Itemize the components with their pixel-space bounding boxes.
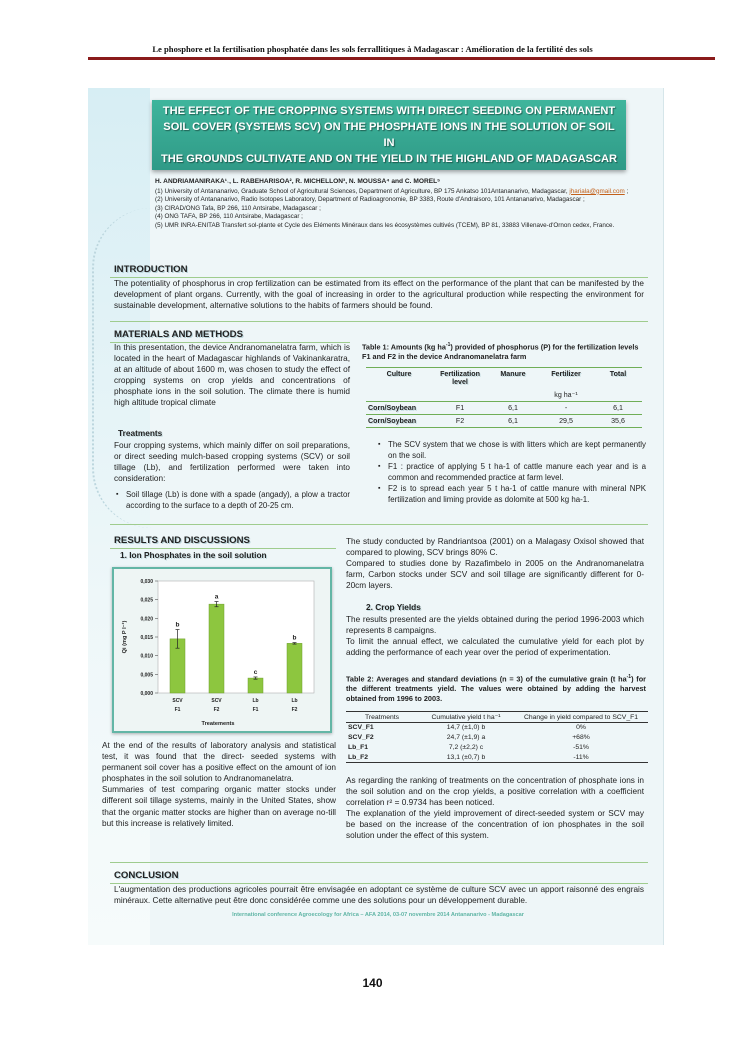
table1-header: Manure — [500, 370, 526, 378]
y-tick-label: 0,030 — [140, 579, 153, 585]
y-tick-label: 0,015 — [140, 635, 153, 641]
results-right-text-bottom — [346, 775, 644, 842]
results-right-paragraph-4: To limit the annual effect, we calculated the cumulative yield for each plot by adding the performance of each year over the period of experimentation. — [346, 637, 644, 658]
table-row — [346, 753, 648, 763]
poster-title — [158, 103, 620, 167]
affiliation-4: (4) ONG TAFA, BP 266, 110 Antsirabe, Madagascar ; — [155, 213, 303, 221]
results-right-paragraph-3: The results presented are the yields obtained during the period 1996-2003 which represents 8 campaigns. — [346, 615, 644, 636]
y-tick-label: 0,010 — [140, 653, 153, 660]
results-right-paragraph-5: As regarding the ranking of treatments on the concentration of phosphate ions in the soil solution and on the crop yields, a positive correlation with a coefficient correlation r² = 0.9734 has been noticed. — [346, 776, 644, 808]
table2-cell: -11% — [514, 753, 648, 763]
table2-cell: Lb_F1 — [348, 744, 369, 751]
treatments-text: Four cropping systems, which mainly differ on soil preparations, or direct seeding mulch-based cropping systems (SCV) or soil tillage (Lb), and fertilization performed were taken into consideration: — [114, 441, 350, 484]
ion-phosphates-subheading: 1. Ion Phosphates in the soil solution — [120, 550, 267, 560]
table1-cell: 29,5 — [538, 415, 594, 428]
authors-block — [155, 178, 643, 231]
table1-cell: 6,1 — [488, 415, 538, 428]
y-tick-label: 0,005 — [140, 672, 153, 679]
x-tick-label: F1 — [252, 707, 259, 713]
table2-cell: Lb_F2 — [346, 753, 418, 763]
email-link[interactable]: jhariala@gmail.com — [569, 187, 625, 195]
significance-letter: a — [214, 593, 219, 601]
table1-cell: 35,6 — [594, 415, 642, 428]
table1-cell: Corn/Soybean — [366, 402, 432, 415]
results-rule — [110, 548, 336, 549]
table2-cell: SCV_F1 — [348, 724, 374, 732]
table1-cell: - — [538, 402, 594, 415]
bullet-f1: ▪ F1 : practice of applying 5 t ha-1 of cattle manure each year and is a common and recommended practice at farm level. — [376, 461, 646, 483]
bullet-f2: ▪ F2 is to spread each year 5 t ha-1 of cattle manure with mineral NPK fertilization and liming provide as dolomite at 500 kg ha-1. — [376, 483, 646, 505]
title-line-2: SOIL COVER (SYSTEMS SCV) ON THE PHOSPHATE IONS IN THE SOLUTION OF SOIL IN — [163, 121, 615, 149]
y-tick-label: 0,020 — [140, 616, 153, 623]
table2-cell: 0% — [576, 724, 586, 732]
table1-cell: F2 — [432, 415, 488, 428]
treatments-heading: Treatments — [118, 428, 163, 438]
x-tick-label: Lb — [252, 698, 259, 704]
bar-scv-f2 — [209, 604, 224, 693]
table-row — [346, 743, 648, 753]
y-tick-label: 0,025 — [140, 597, 153, 604]
results-bottom-rule — [110, 862, 648, 863]
introduction-bottom-rule — [110, 321, 648, 322]
table2-header: Change in yield compared to SCV_F1 — [514, 712, 648, 723]
results-left-paragraph-2: Summaries of test comparing organic matter stocks under different soil tillage systems, mainly in the United States, show that the organic matter stocks are higher than on average no-till but this increase is relatively limited. — [102, 785, 336, 828]
table1-cell: F1 — [432, 402, 488, 415]
results-right-paragraph-2: Compared to studies done by Razafimbelo in 2005 on the Andranomanelatra farm, Carbon stocks under SCV and soil tillage are significantly different for 0-20cm layers. — [346, 559, 644, 591]
title-line-3: THE GROUNDS CULTIVATE AND ON THE YIELD IN THE HIGHLAND OF MADAGASCAR — [160, 153, 618, 165]
affiliation-5: (5) UMR INRA-ENITAB Transfert sol-plante et Cycle des Eléments Minéraux dans les écosystèmes cultivés (TCEM), BP 81, 33883 Villenave-d'Ornon cedex, France. — [155, 221, 615, 229]
bullet-scv: ▪ The SCV system that we chose is with litters which are kept permanently on the soil. — [376, 439, 646, 461]
table1-units-row — [366, 388, 642, 402]
phosphate-bar-chart — [112, 567, 332, 733]
table2-cell: -51% — [573, 744, 589, 751]
table1-header: Total — [609, 370, 627, 378]
table2-header-row — [346, 712, 648, 723]
table2-cell: 13,1 (±0,7) b — [418, 753, 514, 763]
results-right-text-top — [346, 536, 644, 591]
table1-caption: Table 1: Amounts (kg $ha^{-1}$) provided of phosphorus (P) for the fertilization levels F1 and F2 in the device Andranomanelatra farm — [362, 342, 639, 362]
poster-title-banner — [152, 100, 626, 170]
table1-header-row — [366, 368, 642, 389]
methods-text: In this presentation, the device Andranomanelatra farm, which is located in the heart of Madagascar highlands of Vakinankaratra, at an altitude of about 1600 m, was chosen to study the effect of cropping systems on crop yields and concentrations of phosphate ions in the soil solution. The climate there is humid high altitude tropical climate — [114, 343, 350, 408]
table2-cell: SCV_F2 — [348, 734, 374, 741]
y-tick-label: 0,000 — [140, 691, 153, 697]
table-row — [366, 415, 642, 428]
chart-svg — [114, 569, 330, 731]
table2-caption: Table 2: Averages and standard deviations (n = 3) of the cumulative grain (t $ha^{-1}$) for the different treatments yield. The values were obtained by adding the harvest obtained from 1996 to 2003. — [346, 674, 646, 704]
crop-yields-subheading: 2. Crop Yields — [366, 602, 421, 612]
table1-cell: 6,1 — [488, 402, 538, 415]
conclusion-text: L'augmentation des productions agricoles pourrait être envisagée en adoptant ce système de culture SCV avec un apport raisonné des engrais minéraux. Cette alternative peut être donc considérée comme une des solutions pour un développement durable. — [114, 885, 644, 906]
right-bullet-list — [376, 439, 646, 505]
introduction-heading: INTRODUCTION — [114, 264, 188, 275]
affiliation-1: (1) University of Antananarivo, Graduate School of Agricultural Sciences, Department of Agriculture, BP 175 Ankatso 101Antananarivo, Madagascar, jhariala@gmail.com ; — [155, 187, 629, 195]
table1-header: Culture — [386, 370, 412, 378]
affiliation-2: (2) University of Antananarivo, Radio Isotopes Laboratory, Department of Radioagronomie, BP 3383, Route d'Andraisoro, 101 Antananarivo, Madagascar ; — [155, 196, 585, 204]
table-row — [346, 723, 648, 733]
table1 — [366, 367, 642, 428]
table1-header: Fertilization level — [440, 370, 480, 386]
x-tick-label: F2 — [291, 707, 298, 713]
x-tick-label: F1 — [174, 707, 181, 713]
conference-footer: International conference Agroecology for Africa – AFA 2014, 03-07 novembre 2014 Antananarivo - Madagascar — [232, 912, 524, 918]
x-axis-label: Treatements — [201, 721, 235, 727]
left-bullet-list — [114, 489, 350, 511]
results-heading: RESULTS AND DISCUSSIONS — [114, 535, 250, 546]
methods-heading: MATERIALS AND METHODS — [114, 329, 243, 340]
table2-header: Treatments — [346, 712, 418, 723]
x-tick-label: SCV — [172, 698, 183, 704]
x-tick-label: F2 — [213, 707, 220, 713]
table2-cell: 14,7 (±1,0) b — [446, 724, 486, 732]
bar-lb-f1 — [248, 678, 263, 693]
running-header: Le phosphore et la fertilisation phosphatée dans les sols ferrallitiques à Madagascar : Amélioration de la fertilité des sols — [152, 44, 593, 54]
table1-cell: Corn/Soybean — [366, 415, 432, 428]
table-row — [346, 733, 648, 743]
table2-cell: 24,7 (±1,9) a — [446, 734, 486, 741]
bullet-soil-tillage: ▪ Soil tillage (Lb) is done with a spade (angady), a plow a tractor according to the surface to a depth of 20-25 cm. — [114, 489, 350, 511]
results-right-text-mid — [346, 614, 644, 658]
significance-letter: c — [253, 668, 258, 676]
page-number: 140 — [362, 976, 383, 990]
table1-header: Fertilizer — [551, 370, 581, 378]
table2-cell: +68% — [572, 734, 590, 741]
title-line-1: THE EFFECT OF THE CROPPING SYSTEMS WITH DIRECT SEEDING ON PERMANENT — [162, 105, 616, 117]
results-right-paragraph-6: The explanation of the yield improvement of direct-seeded system or SCV may be based on the increase of the concentration of ion phosphates in the soil solution under the effect of this system. — [346, 809, 644, 841]
table1-units: kg ha⁻¹ — [538, 388, 594, 402]
author-names: H. ANDRIAMANIRAKA¹˒, L. RABEHARISOA², R. MICHELLON³, N. MOUSSA⁴ and C. MOREL⁵ — [155, 178, 441, 185]
y-axis-label: Qi (mg P l⁻¹) — [122, 620, 128, 654]
introduction-text: The potentiality of phosphorus in crop fertilization can be estimated from its effect on the performance of the plant that can be manifested by the development of plant organs. Currently, with the goal of increasing in order to the agricultural production while respecting the environment for sustainable development, alternative solutions to the habits of farmers should be found. — [114, 279, 644, 311]
table2 — [346, 711, 648, 763]
table-row — [366, 402, 642, 415]
bar-lb-f2 — [287, 643, 302, 693]
methods-bottom-rule — [110, 524, 648, 525]
results-right-paragraph-1: The study conducted by Randriantsoa (2001) on a Malagasy Oxisol showed that compared to plowing, SCV brings 80% C. — [346, 537, 644, 558]
x-tick-label: SCV — [211, 698, 222, 704]
table2-cell: 7,2 (±2,2) c — [448, 744, 484, 751]
table2-header: Cumulative yield t ha⁻¹ — [418, 712, 514, 723]
table1-cell: 6,1 — [594, 402, 642, 415]
conclusion-heading: CONCLUSION — [114, 870, 179, 881]
x-tick-label: Lb — [291, 698, 298, 704]
significance-letter: b — [175, 621, 180, 629]
affiliation-3: (3) CIRAD/ONG Tafa, BP 266, 110 Antsirabe, Madagascar ; — [155, 204, 321, 212]
results-left-text — [102, 740, 336, 829]
results-left-paragraph-1: At the end of the results of laboratory analysis and statistical test, it was found that the direct- seeded systems with permanent soil cover has a positive effect on the amount of ion phosphates in the soil solution to Andranomanelatra. — [102, 741, 336, 784]
header-rule — [88, 57, 715, 60]
significance-letter: b — [292, 634, 297, 642]
